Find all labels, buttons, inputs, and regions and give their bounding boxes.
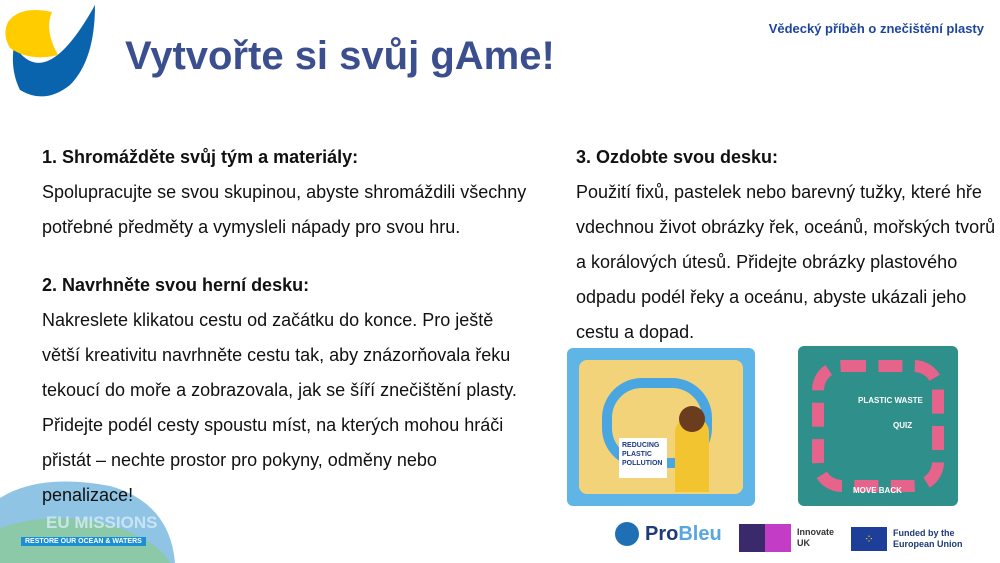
game-board-image-2: [798, 346, 958, 506]
step-2-text-2: Přidejte podél cesty spoustu míst, na kterých mohou hráči přistát – nechte prostor pro pokyny, odměny nebo penalizace!: [42, 415, 504, 505]
topic-label: Vědecký příběh o znečištění plasty: [768, 21, 984, 36]
step-3-text: Použití fixů, pastelek nebo barevný tužky, které hře vdechnou život obrázky řek, oceánů, mořských tvorů a korálových útesů. Přidejte obrázky plastového odpadu podél řeky a oceánu, abyste ukázali jeho cestu a dopad.: [576, 182, 996, 342]
eu-flag-icon: ⁘: [851, 527, 887, 551]
probleu-logo: [615, 522, 722, 546]
step-2-text: Nakreslete klikatou cestu od začátku do konce. Pro ještě větší kreativitu navrhněte cestu tak, aby znázorňovala řeku tekoucí do moře a zobrazovala, jak se šíří znečištění plasty.: [42, 310, 517, 400]
brand-logo: [0, 0, 100, 100]
missions-title: EU MISSIONS: [46, 513, 158, 532]
page-title: Vytvořte si svůj gAme!: [125, 34, 555, 78]
innovate-uk-text: Innovate UK: [797, 527, 835, 548]
board-label-move-back: MOVE BACK: [853, 486, 902, 495]
eu-funded-logo: [851, 527, 983, 551]
eu-funded-text: Funded by the European Union: [893, 528, 963, 549]
probleu-text-b: Bleu: [678, 522, 722, 545]
game-board-image-1: [567, 348, 755, 506]
right-column: [576, 140, 996, 350]
probleu-text-a: Pro: [645, 522, 679, 545]
probleu-icon: [615, 522, 639, 546]
left-column: [42, 140, 532, 513]
step-2-heading: 2. Navrhněte svou herní desku:: [42, 275, 310, 295]
step-3-heading: 3. Ozdobte svou desku:: [576, 147, 779, 167]
board-label-quiz: QUIZ: [893, 421, 913, 430]
missions-subtitle: RESTORE OUR OCEAN & WATERS: [21, 537, 146, 546]
step-1-text: Spolupracujte se svou skupinou, abyste shromáždili všechny potřebné předměty a vymysleli nápady pro svou hru.: [42, 182, 527, 237]
board-sign: REDUCING PLASTIC POLLUTION: [619, 438, 667, 478]
board-label-plastic: PLASTIC WASTE: [858, 396, 923, 405]
innovate-uk-logo: [739, 524, 847, 552]
step-1-heading: 1. Shromážděte svůj tým a materiály:: [42, 147, 359, 167]
